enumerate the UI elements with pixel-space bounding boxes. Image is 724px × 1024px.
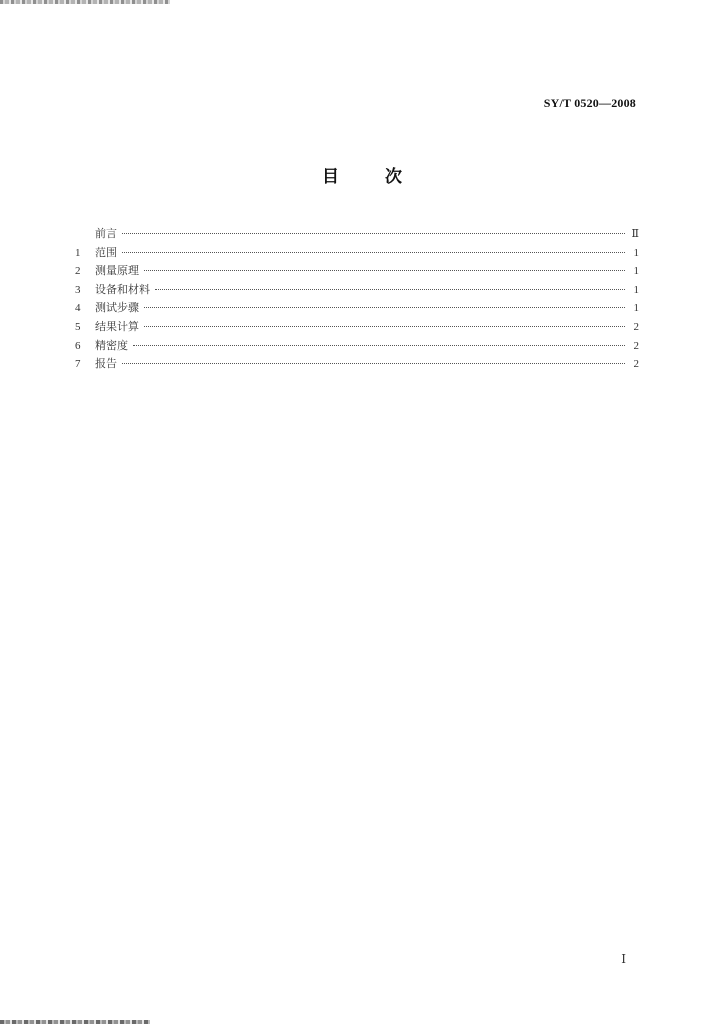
toc-entry-label: 测量原理	[95, 264, 139, 278]
dot-leader	[155, 289, 625, 290]
toc-title: 目次	[322, 167, 448, 187]
toc-entry-page: 1	[633, 265, 639, 278]
dot-leader	[144, 326, 625, 327]
toc-entry-test-procedure[interactable]	[75, 299, 639, 318]
toc-entry-precision[interactable]	[75, 337, 639, 356]
dot-leader	[122, 363, 625, 364]
toc-entry-label: 结果计算	[95, 319, 139, 333]
toc-entry-result-calculation[interactable]	[75, 318, 639, 337]
toc-entry-report[interactable]	[75, 355, 639, 374]
dot-leader	[133, 345, 625, 346]
toc-entry-page: 1	[633, 302, 639, 315]
toc-entry-number: 6	[75, 339, 81, 352]
toc-entry-number: 3	[75, 283, 81, 296]
toc-entry-measurement-principle[interactable]	[75, 262, 639, 281]
scan-artifact-top	[0, 0, 170, 4]
toc-entry-number: 2	[75, 265, 81, 278]
dot-leader	[122, 233, 625, 234]
toc-entry-page: 2	[633, 339, 639, 352]
dot-leader	[122, 252, 625, 253]
page-number: Ⅰ	[621, 952, 626, 966]
toc-entry-page: 1	[633, 246, 639, 259]
toc-entry-label: 范围	[95, 245, 117, 259]
toc-entry-number: 7	[75, 358, 81, 371]
toc-entry-label: 前言	[95, 227, 117, 240]
table-of-contents	[75, 225, 639, 374]
toc-entry-label: 报告	[95, 357, 117, 371]
toc-entry-number: 5	[75, 320, 81, 333]
toc-entry-page: 2	[633, 320, 639, 333]
toc-entry-label: 设备和材料	[95, 282, 150, 296]
toc-entry-label: 测试步骤	[95, 301, 139, 315]
toc-entry-number: 4	[75, 302, 81, 315]
toc-entry-number: 1	[75, 246, 81, 259]
toc-entry-label: 精密度	[95, 338, 128, 352]
toc-entry-foreword[interactable]	[75, 225, 639, 244]
scan-artifact-bottom	[0, 1020, 150, 1024]
toc-entry-page: Ⅱ	[631, 228, 639, 240]
toc-entry-equipment-materials[interactable]	[75, 281, 639, 300]
toc-entry-page: 2	[633, 358, 639, 371]
document-code: SY/T 0520—2008	[543, 96, 636, 110]
toc-entry-scope[interactable]	[75, 244, 639, 263]
dot-leader	[144, 270, 625, 271]
dot-leader	[144, 307, 625, 308]
toc-entry-page: 1	[633, 283, 639, 296]
